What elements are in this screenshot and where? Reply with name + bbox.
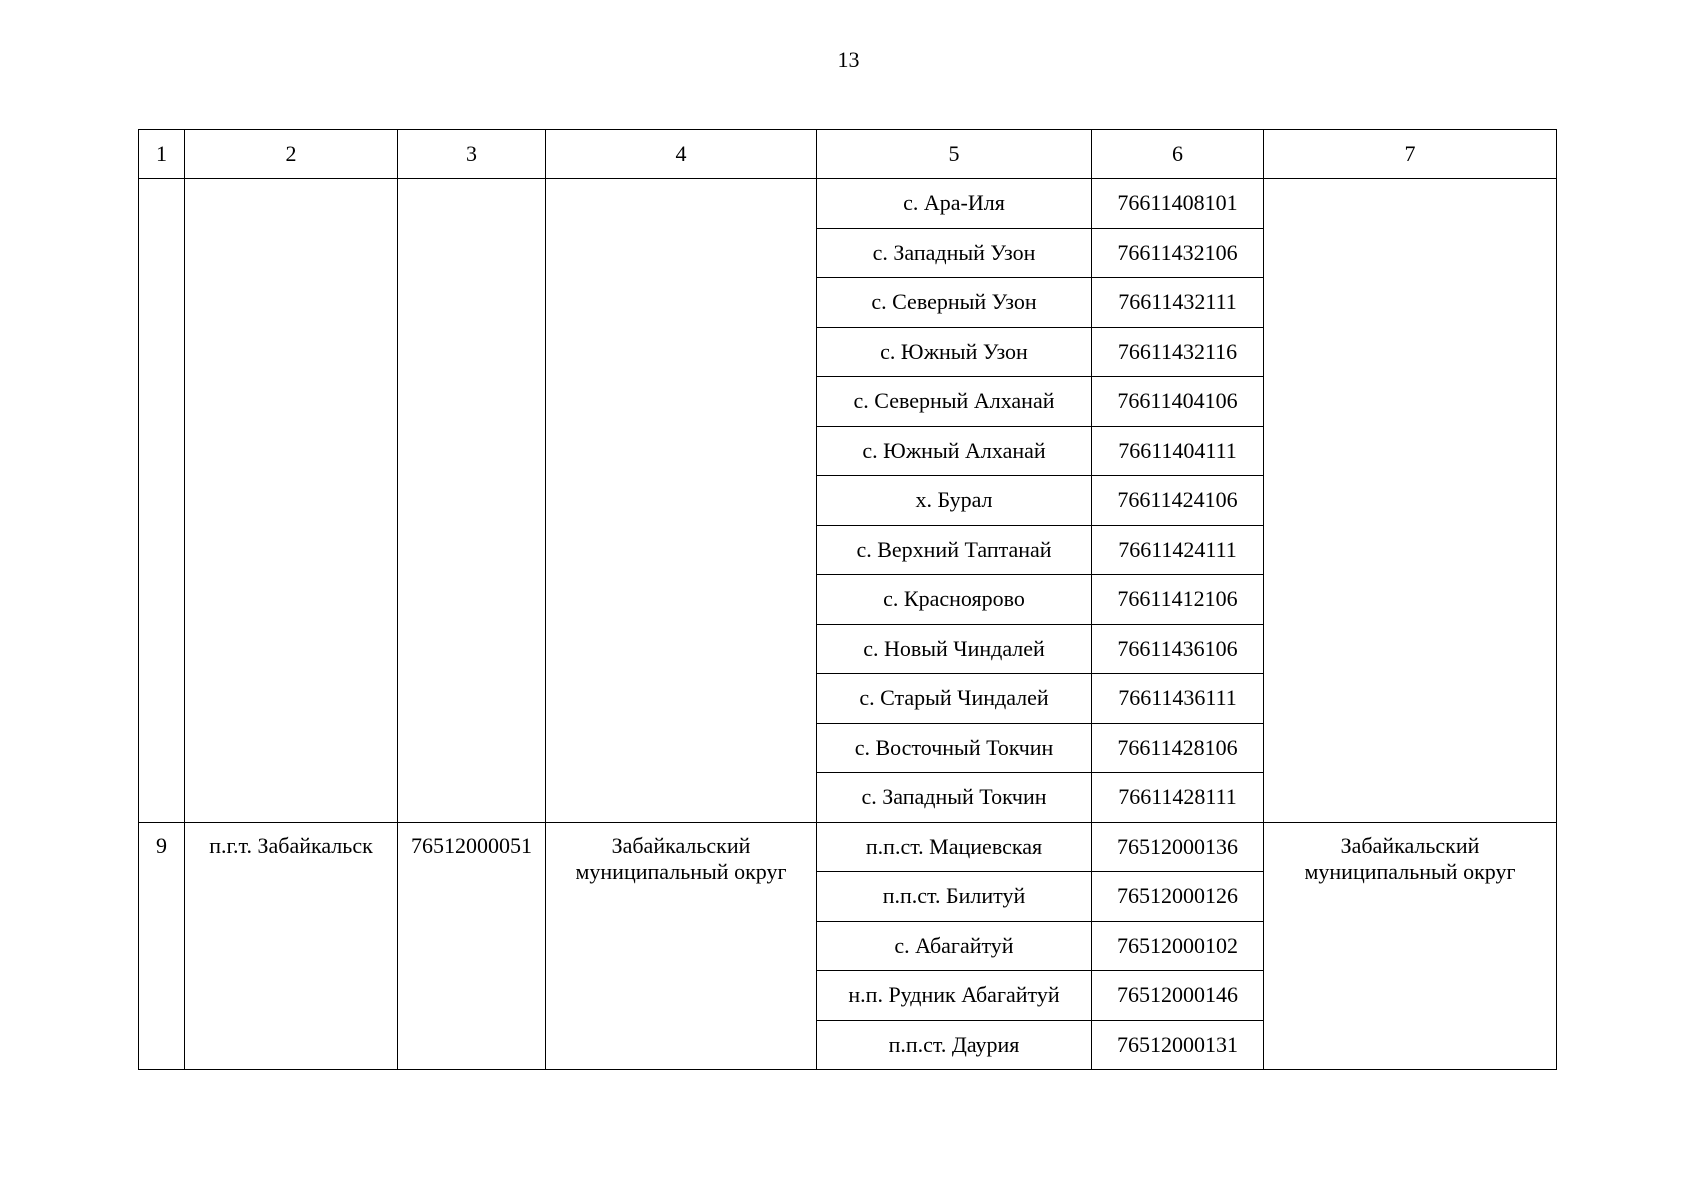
- empty-cell: [546, 179, 817, 823]
- settlement-cell: с. Западный Узон: [817, 228, 1092, 278]
- settlement-cell: с. Ара-Иля: [817, 179, 1092, 229]
- column-header: 2: [185, 130, 398, 179]
- settlement-cell: п.п.ст. Даурия: [817, 1020, 1092, 1070]
- settlement-cell: с. Старый Чиндалей: [817, 674, 1092, 724]
- code-cell: 76512000131: [1092, 1020, 1264, 1070]
- settlement-cell: с. Северный Узон: [817, 278, 1092, 328]
- municipality-cell: Забайкальский муниципальный округ: [546, 822, 817, 1070]
- code-cell: 76611428106: [1092, 723, 1264, 773]
- settlement-cell: с. Восточный Токчин: [817, 723, 1092, 773]
- empty-cell: [398, 179, 546, 823]
- code-cell: 76611404106: [1092, 377, 1264, 427]
- code-cell: 76611432116: [1092, 327, 1264, 377]
- empty-cell: [1264, 179, 1557, 823]
- center-name-cell: п.г.т. Забайкальск: [185, 822, 398, 1070]
- settlement-cell: с. Южный Узон: [817, 327, 1092, 377]
- code-cell: 76512000126: [1092, 872, 1264, 922]
- settlement-cell: н.п. Рудник Абагайтуй: [817, 971, 1092, 1021]
- settlement-cell: х. Бурал: [817, 476, 1092, 526]
- settlement-cell: с. Красноярово: [817, 575, 1092, 625]
- column-header: 5: [817, 130, 1092, 179]
- code-cell: 76611432111: [1092, 278, 1264, 328]
- column-header: 7: [1264, 130, 1557, 179]
- code-cell: 76611424106: [1092, 476, 1264, 526]
- column-header: 6: [1092, 130, 1264, 179]
- table-row: [139, 179, 1557, 229]
- code-cell: 76611408101: [1092, 179, 1264, 229]
- settlement-cell: с. Северный Алханай: [817, 377, 1092, 427]
- settlement-cell: п.п.ст. Билитуй: [817, 872, 1092, 922]
- page-number: 13: [837, 47, 860, 72]
- entry-number-cell: 9: [139, 822, 185, 1070]
- column-header: 3: [398, 130, 546, 179]
- code-cell: 76512000136: [1092, 822, 1264, 872]
- settlement-cell: с. Новый Чиндалей: [817, 624, 1092, 674]
- column-header: 1: [139, 130, 185, 179]
- code-cell: 76611436111: [1092, 674, 1264, 724]
- municipality-cell: Забайкальский муниципальный округ: [1264, 822, 1557, 1070]
- empty-cell: [139, 179, 185, 823]
- code-cell: 76611428111: [1092, 773, 1264, 823]
- settlement-cell: п.п.ст. Мациевская: [817, 822, 1092, 872]
- code-cell: 76512000102: [1092, 921, 1264, 971]
- settlements-table: [138, 129, 1557, 1070]
- code-cell: 76611404111: [1092, 426, 1264, 476]
- code-cell: 76611424111: [1092, 525, 1264, 575]
- column-header: 4: [546, 130, 817, 179]
- empty-cell: [185, 179, 398, 823]
- code-cell: 76611436106: [1092, 624, 1264, 674]
- code-cell: 76611412106: [1092, 575, 1264, 625]
- table-header-row: [139, 130, 1557, 179]
- table-row: [139, 822, 1557, 872]
- settlement-cell: с. Западный Токчин: [817, 773, 1092, 823]
- settlement-cell: с. Южный Алханай: [817, 426, 1092, 476]
- settlement-cell: с. Верхний Таптанай: [817, 525, 1092, 575]
- code-cell: 76512000146: [1092, 971, 1264, 1021]
- code-cell: 76611432106: [1092, 228, 1264, 278]
- center-code-cell: 76512000051: [398, 822, 546, 1070]
- settlement-cell: с. Абагайтуй: [817, 921, 1092, 971]
